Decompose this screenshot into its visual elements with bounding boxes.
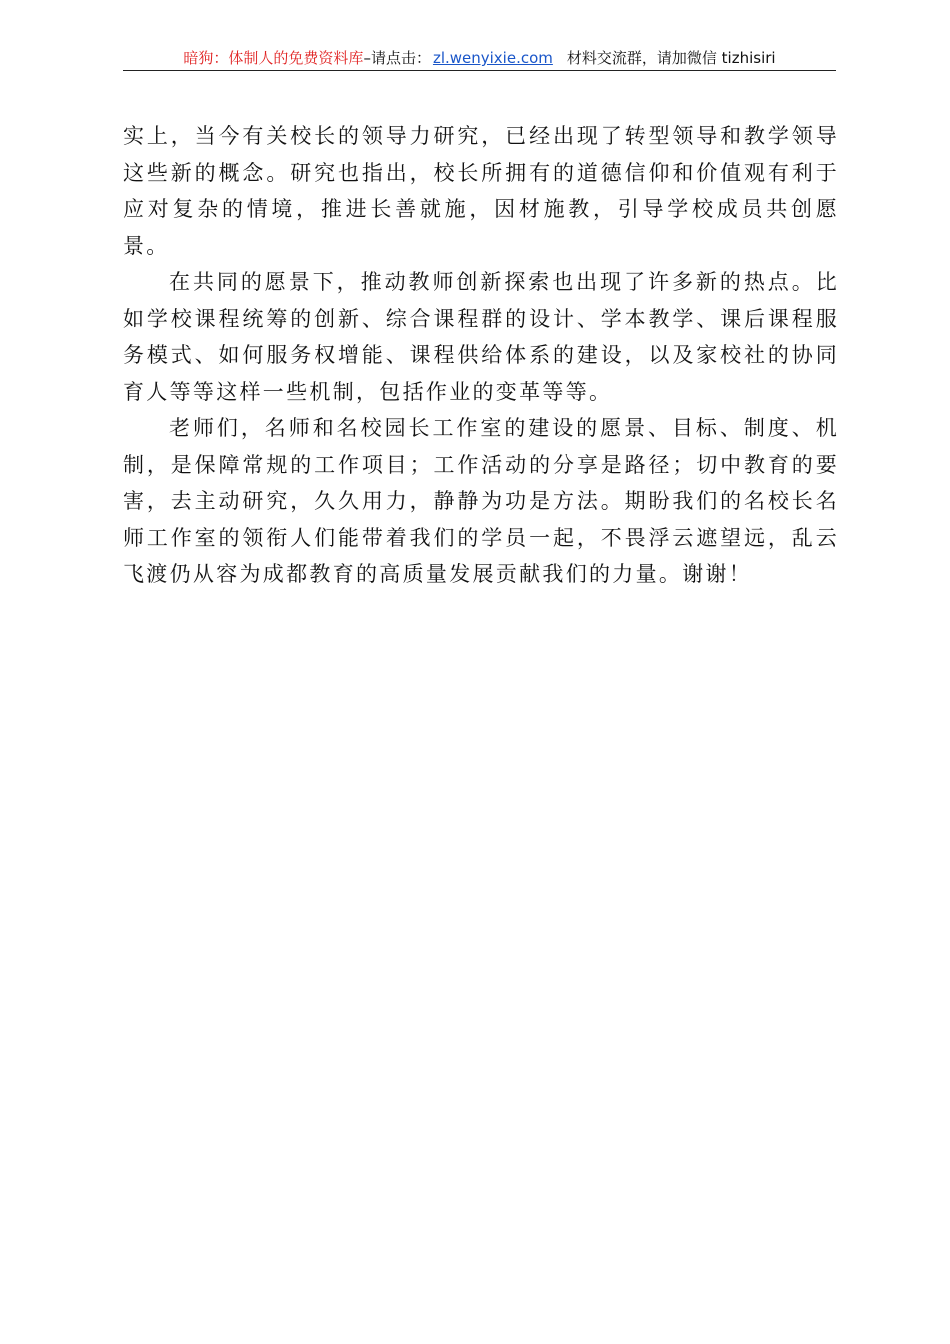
header-brand: 暗狗：体制人的免费资料库 bbox=[183, 49, 364, 67]
paragraph-2: 在共同的愿景下，推动教师创新探索也出现了许多新的热点。比如学校课程统筹的创新、综合课程群的设计、学本教学、课后课程服务模式、如何服务权增能、课程供给体系的建设，以及家校社的协同育人等等这样一些机制，包括作业的变革等等。 bbox=[123, 270, 839, 404]
header-wechat-note: 材料交流群，请加微信 tizhisiri bbox=[566, 49, 776, 67]
page-header bbox=[123, 46, 836, 71]
paragraph-1: 实上，当今有关校长的领导力研究，已经出现了转型领导和教学领导这些新的概念。研究也指出，校长所拥有的道德信仰和价值观有利于应对复杂的情境，推进长善就施，因材施教，引导学校成员共创愿景。 bbox=[123, 124, 839, 258]
header-prompt: –请点击： bbox=[363, 49, 431, 67]
document-body bbox=[123, 118, 839, 593]
header-link[interactable]: zl.wenyixie.com bbox=[432, 49, 553, 67]
paragraph-3: 老师们，名师和名校园长工作室的建设的愿景、目标、制度、机制，是保障常规的工作项目；工作活动的分享是路径；切中教育的要害，去主动研究，久久用力，静静为功是方法。期盼我们的名校长名师工作室的领衔人们能带着我们的学员一起，不畏浮云遮望远，乱云飞渡仍从容为成都教育的高质量发展贡献我们的力量。谢谢！ bbox=[123, 416, 839, 586]
